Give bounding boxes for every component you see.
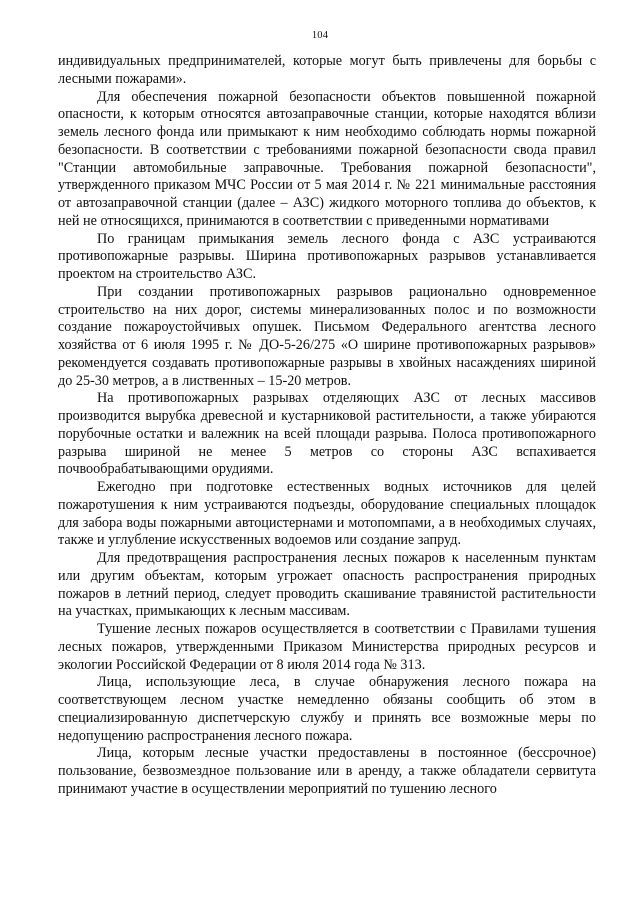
page-number: 104: [311, 30, 329, 41]
paragraph-water-sources: Ежегодно при подготовке естественных водных источников для целей пожаротушения к ним устраиваются подъезды, оборудование специальных площадок для забора воды пожарными автоцистернами и мотопомпами, а в необходимых случаях, также и углубление искусственных водоемов или создание запруд.: [58, 479, 596, 549]
paragraph-firebreak-construction: При создании противопожарных разрывов рационально одновременное строительство на них дорог, системы минерализованных полос и по возможности создание пожароустойчивых опушек. Письмом Федерального агентства лесного хозяйства от 6 июля 1995 г. № ДО-5-26/275 «О ширине противопожарных разрывов» рекомендуется создавать противопожарные разрывы в хвойных насаждениях шириной до 25-30 метров, а в лиственных – 15-20 метров.: [58, 283, 596, 389]
paragraph-extinguishing-rules: Тушение лесных пожаров осуществляется в соответствии с Правилами тушения лесных пожаров, утвержденными Приказом Министерства природных ресурсов и экологии Российской Федерации от 8 июля 2014 года № 313.: [58, 621, 596, 673]
paragraph-firebreaks-boundaries: По границам примыкания земель лесного фонда с АЗС устраиваются противопожарные разрывы. Ширина противопожарных разрывов устанавливается проектом на строительство АЗС.: [58, 230, 596, 282]
paragraph-land-users: Лица, которым лесные участки предоставлены в постоянное (бессрочное) пользование, безвозмездное пользование или в аренду, а также обладатели сервитута принимают участие в осуществлении мероприятий по тушению лесного: [58, 745, 596, 797]
paragraph-clearing-vegetation: На противопожарных разрывах отделяющих АЗС от лесных массивов производится вырубка древесной и кустарниковой растительности, а также убираются порубочные остатки и валежник на всей площади разрыва. Полоса противопожарного разрыва шириной не менее 5 метров со стороны АЗС вспахивается почвообрабатывающими орудиями.: [58, 390, 596, 478]
document-body: [58, 53, 596, 799]
paragraph-grass-mowing: Для предотвращения распространения лесных пожаров к населенным пунктам или другим объектам, которым угрожает опасность распространения природных пожаров в летний период, следует проводить скашивание травянистой растительности на участках, примыкающих к лесным массивам.: [58, 550, 596, 620]
paragraph-fire-safety-azs: Для обеспечения пожарной безопасности объектов повышенной пожарной опасности, к которым относятся автозаправочные станции, которые находятся вблизи земель лесного фонда или примыкают к ним необходимо соблюдать нормы пожарной безопасности. В соответствии с требованиями пожарной безопасности свода правил "Станции автомобильные заправочные. Требования пожарной безопасности", утвержденного приказом МЧС России от 5 мая 2014 г. № 221 минимальные расстояния от автозаправочной станции (далее – АЗС) жидкого моторного топлива до объектов, к ней не относящихся, принимаются в соответствии с приведенными нормативами: [58, 88, 596, 229]
paragraph-continuation: индивидуальных предпринимателей, которые могут быть привлечены для борьбы с лесными пожарами».: [58, 53, 596, 87]
paragraph-fire-reporting: Лица, использующие леса, в случае обнаружения лесного пожара на соответствующем лесном участке немедленно обязаны сообщить об этом в специализированную диспетчерскую службу и принять все возможные меры по недопущению распространения лесного пожара.: [58, 674, 596, 744]
